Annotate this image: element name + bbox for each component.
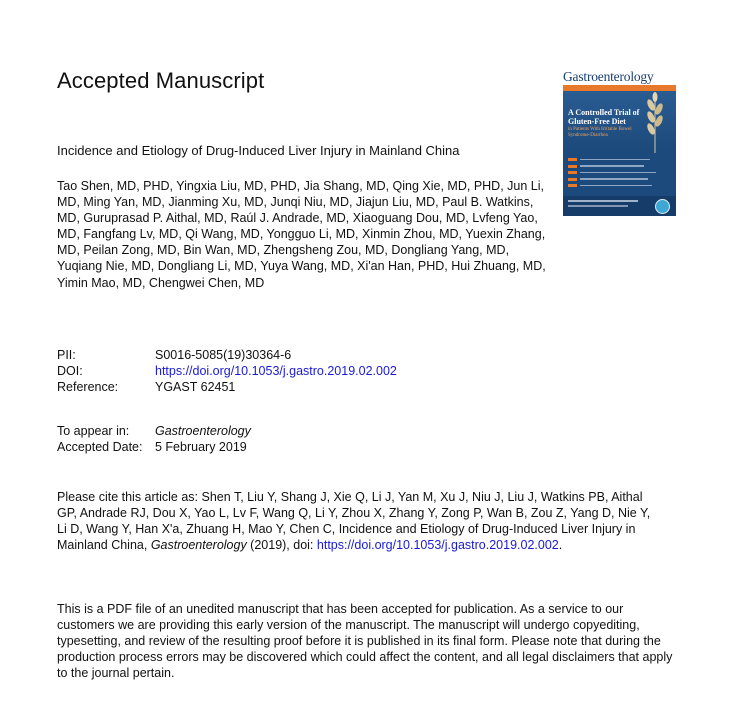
author-list: Tao Shen, MD, PHD, Yingxia Liu, MD, PHD, Jia Shang, MD, Qing Xie, MD, PHD, Jun Li, MD, Ming Yan, MD, Jianming Xu, MD, Junqi Niu, MD, Jiajun Liu, MD, Paul B. Watkins, MD, Guruprasad P. Aithal, MD, Raúl J. Andrade, MD, Xiaoguang Dou, MD, Lvfeng Yao, MD, Fangfang Lv, MD, Qi Wang, MD, Yongguo Li, MD, Xinmin Zhou, MD, Yuexin Zhang, MD, Peilan Zong, MD, Bin Wan, MD, Zhengsheng Zou, MD, Dongliang Yang, MD, Yuqiang Nie, MD, Dongliang Li, MD, Yuya Wang, MD, Xi'an Han, PHD, Hui Zhuang, MD, Yimin Mao, MD, Chengwei Chen, MD [57, 179, 546, 290]
pii-label: PII: [57, 348, 76, 362]
to-appear-value: Gastroenterology [155, 424, 251, 438]
doi-link[interactable]: https://doi.org/10.1053/j.gastro.2019.02.002 [155, 364, 397, 378]
doi-label: DOI: [57, 364, 83, 378]
disclaimer-paragraph: This is a PDF file of an unedited manuscript that has been accepted for publication. As a service to our customers we are providing this early version of the manuscript. The manuscript will undergo copyediting, typesetting, and review of the resulting proof before it is published in its final form. Please note that during the production process errors may be discovered which could affect the content, and all legal disclaimers that apply to the journal pertain. [57, 602, 673, 681]
citation-suffix: . [558, 538, 563, 553]
journal-cover [563, 69, 676, 216]
pii-value: S0016-5085(19)30364-6 [155, 348, 292, 362]
reference-row [57, 379, 397, 395]
citation-paragraph [57, 489, 657, 553]
page-title: Accepted Manuscript [57, 68, 265, 93]
manuscript-metadata [57, 347, 397, 395]
reference-value: YGAST 62451 [155, 380, 236, 394]
cover-subheadline: in Patients With Irritable Bowel Syndrome-Diarrhea [568, 127, 632, 138]
cover-seal-icon [655, 199, 670, 214]
journal-cover-image [563, 85, 676, 216]
journal-cover-brand: Gastroenterology [563, 69, 654, 84]
to-appear-label: To appear in: [57, 424, 130, 438]
citation-journal: Gastroenterology [150, 538, 247, 553]
citation-middle: (2019), doi: [246, 538, 317, 553]
reference-label: Reference: [57, 380, 119, 394]
accepted-date-value: 5 February 2019 [155, 440, 247, 454]
pii-row [57, 347, 397, 363]
article-title: Incidence and Etiology of Drug-Induced Liver Injury in Mainland China [57, 143, 460, 158]
cover-headline: A Controlled Trial of Gluten-Free Diet [568, 108, 640, 126]
accepted-date-row [57, 439, 251, 455]
citation-prefix: Please cite this article as: Shen T, Liu Y, Shang J, Xie Q, Li J, Yan M, Xu J, Niu J, Liu J, Watkins PB, Aithal GP, Andrade RJ, Dou X, Yao L, Lv F, Wang Q, Li Y, Zhou X, Zhang Y, Zong P, Wan B, Zou Z, Yang D, Nie Y, Li D, Wang Y, Han X'a, Zhuang H, Mao Y, Chen C, Incidence and Etiology of Drug-Induced Liver Injury in Mainland China, [57, 490, 651, 553]
publication-info [57, 423, 251, 455]
cover-bottom-band [563, 196, 676, 216]
citation-doi-link[interactable]: https://doi.org/10.1053/j.gastro.2019.02.002 [316, 538, 559, 553]
accepted-date-label: Accepted Date: [57, 440, 143, 454]
to-appear-row [57, 423, 251, 439]
doi-row [57, 363, 397, 379]
cover-contents-lines [568, 157, 671, 190]
